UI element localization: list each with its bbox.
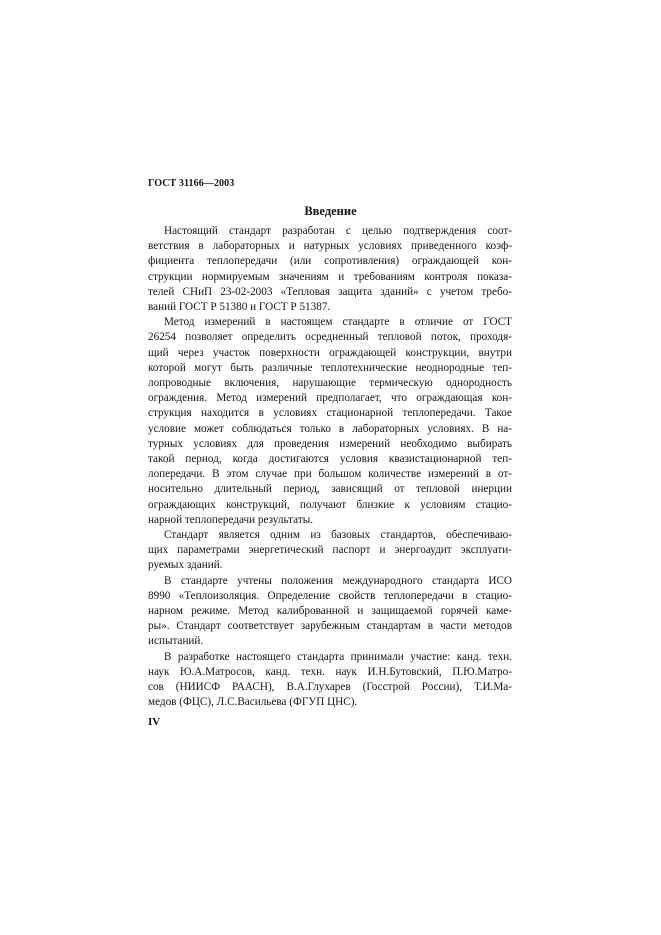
- text-line: Метод измерений в настоящем стандарте в отличие от ГОСТ: [164, 316, 512, 329]
- text-line: наук Ю.А.Матросов, канд. техн. наук И.Н.Бутовский, П.Ю.Матро-: [148, 665, 512, 678]
- text-line: сов (НИИСФ РААСН), В.А.Глухарев (Госстрой России), Т.И.Ма-: [148, 681, 512, 694]
- text-line: Настоящий стандарт разработан с целью подтверждения соот-: [164, 225, 512, 237]
- text-line: 26254 позволяет определить осредненный тепловой поток, проходя-: [148, 331, 512, 344]
- paragraph: [148, 528, 512, 574]
- paragraph: [148, 315, 512, 528]
- paragraph: [148, 574, 512, 650]
- text-line: турных условиях для проведения измерений необходимо выбирать: [148, 437, 512, 450]
- text-line: фициента теплопередачи (или сопротивления) ограждающей кон-: [148, 255, 512, 268]
- section-title-text: Введение: [304, 204, 357, 218]
- document-code: ГОСТ 31166—2003: [148, 178, 235, 189]
- text-line: медов (ФЦС), Л.С.Васильева (ФГУП ЦНС).: [148, 696, 358, 709]
- text-line: лопроводные включения, нарушающие термическую однородность: [148, 377, 512, 390]
- text-line: В стандарте учтены положения международного стандарта ИСО: [164, 574, 512, 587]
- text-line: ветствия в лабораторных и натурных условиях приведенного коэф-: [148, 240, 512, 253]
- text-line: В разработке настоящего стандарта принимали участие: канд. техн.: [164, 650, 512, 663]
- text-line: ограждения. Метод измерений предполагает, что ограждающая кон-: [148, 392, 512, 405]
- body-text: [148, 224, 512, 711]
- text-line: лопередачи. В этом случае при большом количестве измерений в от-: [148, 468, 512, 481]
- text-line: нарной теплопередачи результаты.: [148, 513, 314, 526]
- text-line: условие может соблюдаться только в лабораторных условиях. В на-: [148, 422, 512, 435]
- text-line: Стандарт является одним из базовых стандартов, обеспечиваю-: [164, 529, 512, 542]
- text-line: 8990 «Теплоизоляция. Определение свойств теплопередачи в стацио-: [148, 589, 512, 602]
- text-line: струкция находится в условиях стационарной теплопередачи. Такое: [148, 407, 512, 420]
- text-line: щий через участок поверхности ограждающей конструкции, внутри: [148, 346, 512, 359]
- text-line: нарном режиме. Метод калиброванной и защищаемой горячей каме-: [148, 605, 512, 618]
- text-line: струкции нормируемым значениям и требованиям контроля показа-: [148, 270, 512, 283]
- text-line: носительно длительный период, зависящий от тепловой инерции: [148, 483, 512, 496]
- text-line: испытаний.: [148, 635, 204, 648]
- text-line: такой период, когда достигаются условия квазистационарной теп-: [148, 453, 512, 466]
- text-line: щих параметрами энергетический паспорт и энергоаудит эксплуати-: [148, 544, 512, 557]
- page-number: IV: [148, 716, 161, 728]
- text-line: ваний ГОСТ Р 51380 и ГОСТ Р 51387.: [148, 301, 331, 314]
- text-line: ры». Стандарт соответствует зарубежным стандартам в части методов: [148, 620, 512, 633]
- text-line: которой могут быть различные теплотехнические неоднородные теп-: [148, 361, 512, 374]
- paragraph: [148, 650, 512, 711]
- text-line: телей СНиП 23-02-2003 «Тепловая защита зданий» с учетом требо-: [148, 285, 512, 298]
- text-line: ограждающих конструкций, получают близкие к условиям стацио-: [148, 498, 512, 511]
- section-title: [0, 204, 661, 219]
- text-line: руемых зданий.: [148, 559, 223, 572]
- paragraph: [148, 224, 512, 315]
